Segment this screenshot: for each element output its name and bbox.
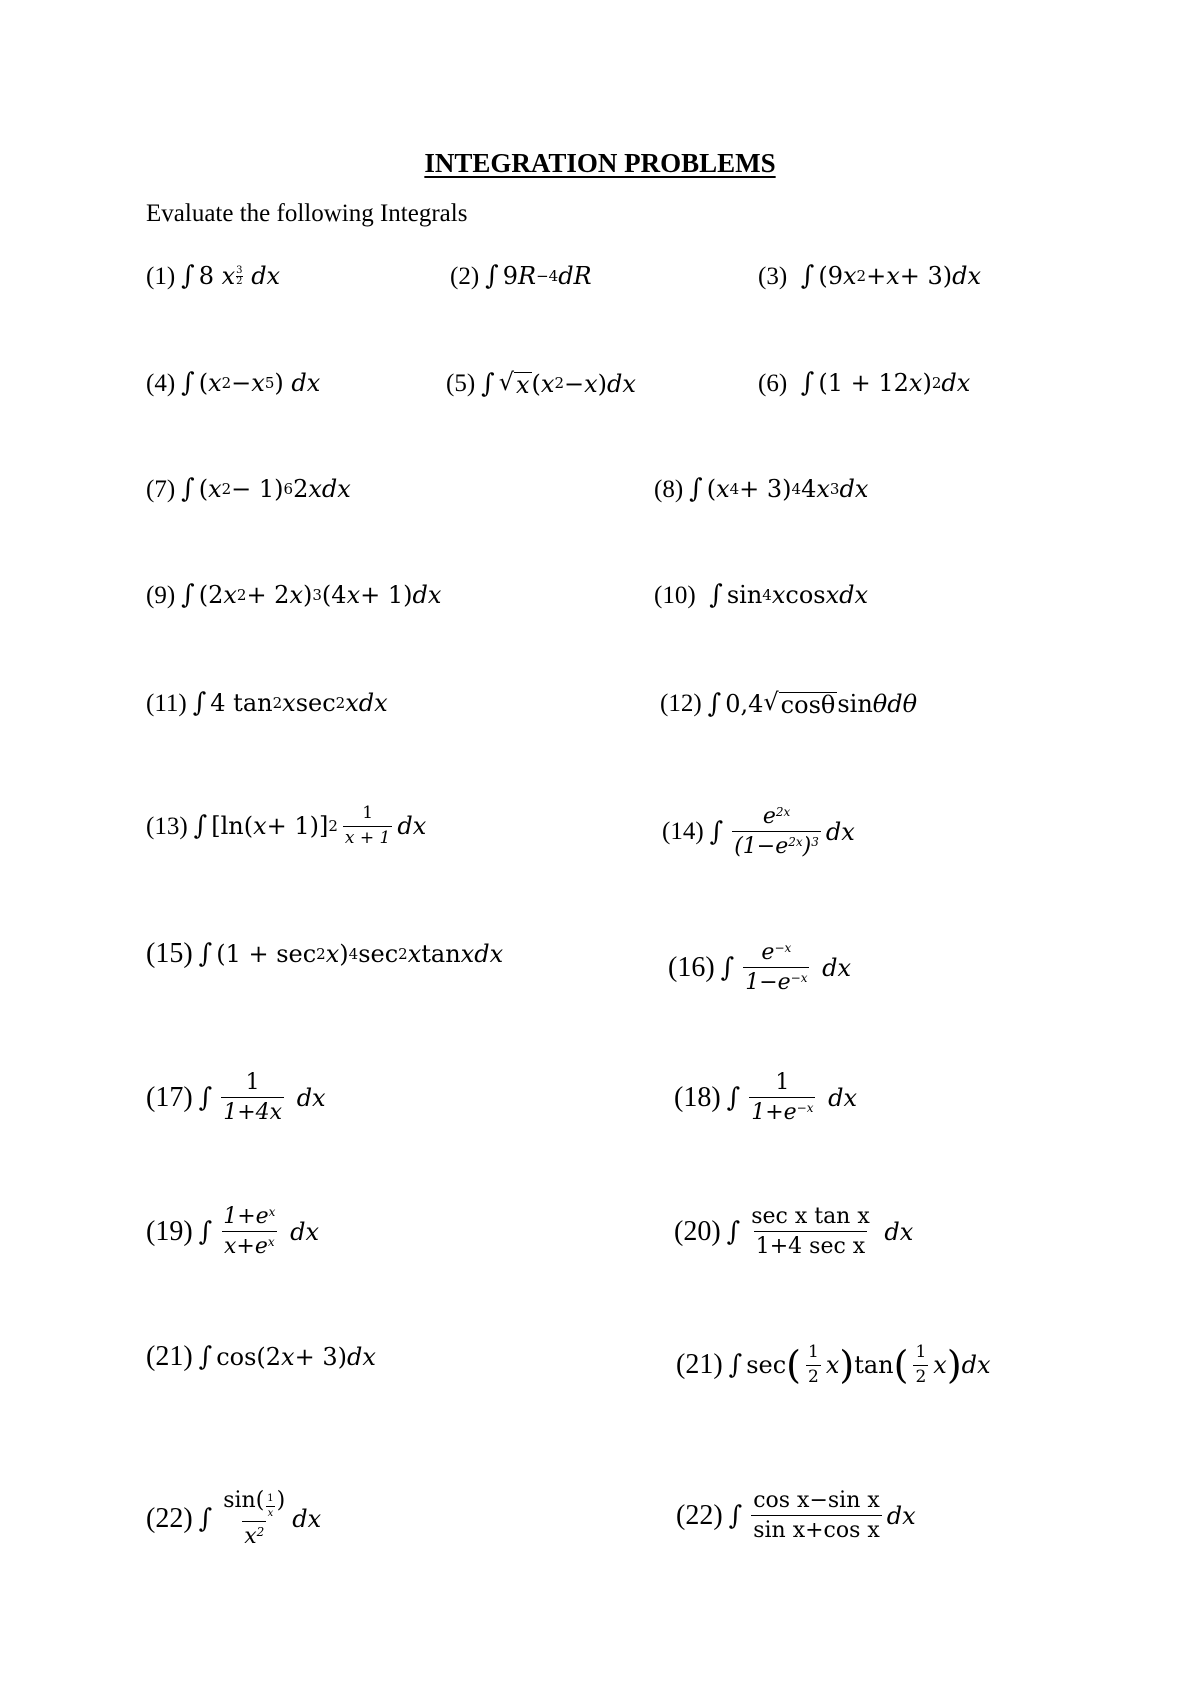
problem-5: (5) ∫ √ x ( x 2 − x ) dx <box>446 368 636 399</box>
fraction: $\frac{\text{sec x tan x}}{\text{1+4 sec x}}$ <box>751 1204 870 1260</box>
square-root: √ cosθ <box>763 688 836 719</box>
problem-18: (18) ∫ $\frac{1}{1+e^{-x}}$ dx <box>674 1070 858 1126</box>
problem-2: (2) ∫ 9 R −4 dR <box>450 261 592 291</box>
problem-14: (14) ∫ $\frac{e^{2x}}{(1-e^{2x})^3}$ dx <box>662 804 855 860</box>
problem-10: (10) ∫ sin 4 x cos x dx <box>654 580 869 610</box>
fraction: $\frac{1}{x + 1}$ <box>344 803 391 848</box>
problem-22b: (22) ∫ $\frac{\text{cos x−sin x}}{\text{sin x+cos x}}$ dx <box>676 1488 916 1544</box>
problem-20: (20) ∫ $\frac{\text{sec x tan x}}{\text{1+4 sec x}}$ dx <box>674 1204 914 1260</box>
problem-11: (11) ∫ 4 tan 2 x sec 2 x dx <box>146 688 388 718</box>
exponent-fraction: 3 2 <box>236 264 243 287</box>
problem-13: (13) ∫ [ln( x + 1)] 2 $\frac{1}{x + 1}$ dx <box>146 803 427 848</box>
square-root: √ x <box>498 368 530 399</box>
problem-19: (19) ∫ $\frac{1+e^x}{x+e^x}$ dx <box>146 1204 319 1260</box>
problem-6: (6) ∫ (1 + 12 x ) 2 dx <box>758 368 971 398</box>
fraction: $\frac{1}{1+4x}$ <box>223 1070 283 1126</box>
fraction: $\frac{1}{2}$ <box>915 1342 927 1387</box>
problem-3: (3) ∫ (9 x 2 + x + 3) dx <box>758 261 982 291</box>
fraction: $\frac{e^{2x}}{(1-e^{2x})^3}$ <box>734 804 819 860</box>
page-title: INTEGRATION PROBLEMS <box>424 148 776 178</box>
problem-21b: (21) ∫ sec ( $\frac{1}{2}$ x ) tan ( $\frac{1}{2}$ x ) dx <box>676 1342 991 1387</box>
fraction: $\frac{e^{-x}}{1-e^{-x}}$ <box>745 940 808 996</box>
fraction: $\frac{1}{2}$ <box>808 1342 819 1387</box>
problem-4: (4) ∫ ( x 2 − x 5 ) dx <box>146 368 321 398</box>
fraction: $\frac{1}{1+e^{-x}}$ <box>751 1070 814 1126</box>
problem-8: (8) ∫ ( x 4 + 3) 4 4 x 3 dx <box>654 474 869 504</box>
problem-1: (1) ∫ 8 x 3 2 dx <box>146 261 281 291</box>
problem-12: (12) ∫ 0,4 √ cosθ sin θ dθ <box>660 688 918 719</box>
problem-7: (7) ∫ ( x 2 − 1) 6 2 x dx <box>146 474 351 504</box>
fraction: $\frac{\text{cos x−sin x}}{\text{sin x+cos x}}$ <box>753 1488 880 1544</box>
problem-22a: (22) ∫ sin( $\frac{1}{x}$ ) $x^2$ dx <box>146 1488 322 1549</box>
problem-9: (9) ∫ (2 x 2 + 2 x ) 3 (4 x + 1) dx <box>146 580 442 610</box>
problem-15: (15) ∫ (1 + sec 2 x ) 4 sec 2 x tan x dx <box>146 938 504 969</box>
problem-17: (17) ∫ $\frac{1}{1+4x}$ dx <box>146 1070 326 1126</box>
problem-16: (16) ∫ $\frac{e^{-x}}{1-e^{-x}}$ dx <box>668 940 852 996</box>
problem-21a: (21) ∫ cos(2 x + 3) dx <box>146 1341 376 1372</box>
instruction-text: Evaluate the following Integrals <box>146 200 468 227</box>
fraction: $\frac{1+e^x}{x+e^x}$ <box>223 1204 276 1260</box>
fraction: sin( $\frac{1}{x}$ ) $x^2$ <box>223 1488 286 1549</box>
